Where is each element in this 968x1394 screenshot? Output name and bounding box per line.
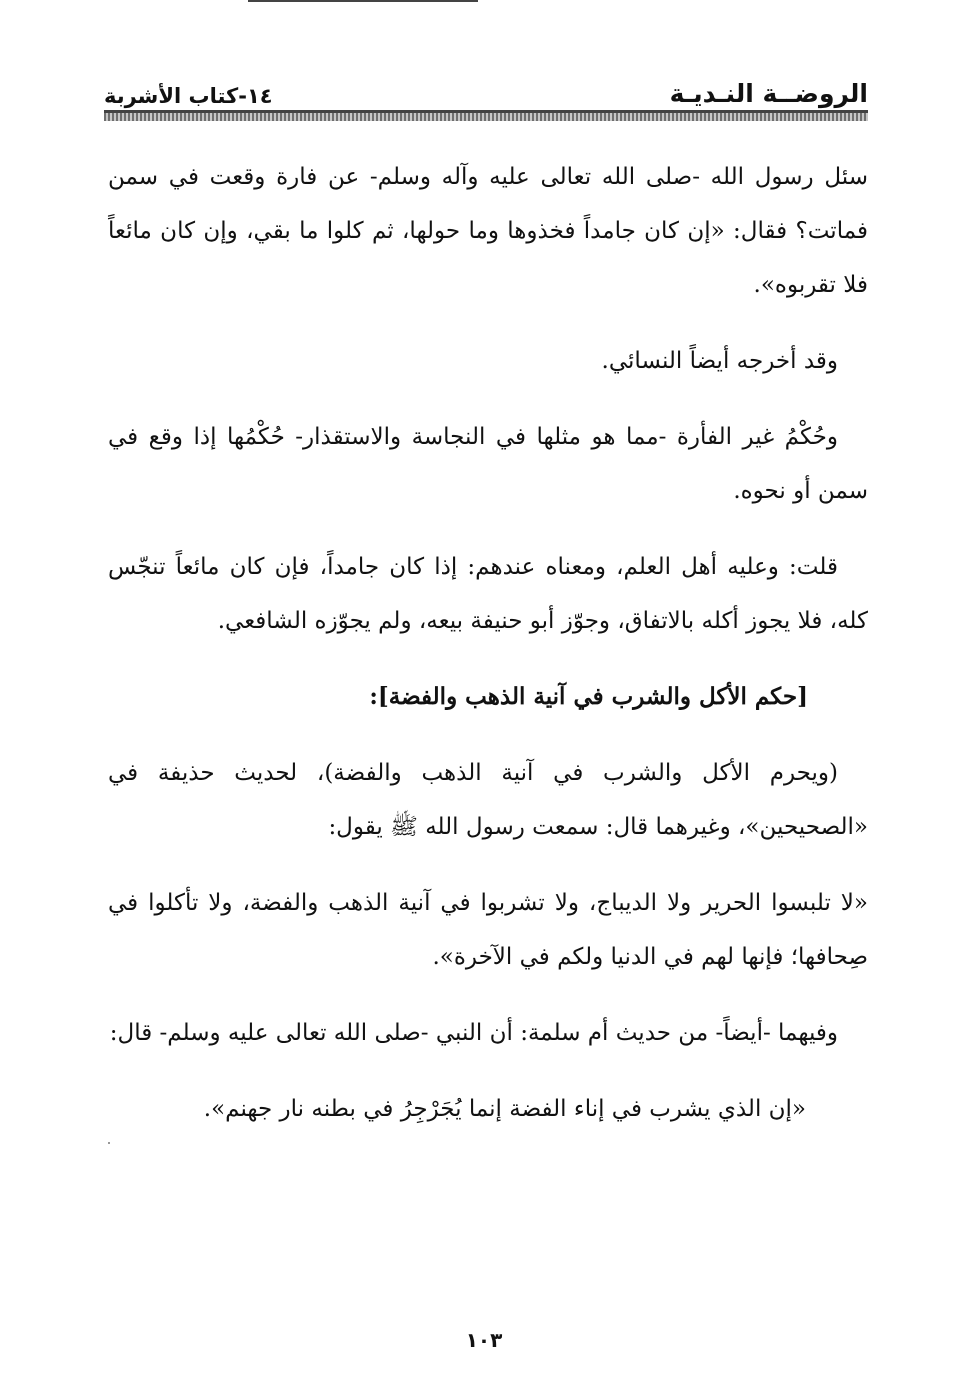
running-header	[104, 64, 868, 108]
page-number: ١٠٣	[465, 1328, 503, 1352]
paragraph-hadith-silk: «لا تلبسوا الحرير ولا الديباج، ولا تشربوا في آنية الذهب والفضة، ولا تأكلوا في صِحافها؛ فإنها لهم في الدنيا ولكم في الآخرة».	[108, 890, 868, 970]
paragraph-nasai: وقد أخرجه أيضاً النسائي.	[601, 348, 838, 374]
paragraph-hadith-silver: «إن الذي يشرب في إناء الفضة إنما يُجَرْجِرُ في بطنه نار جهنم».	[203, 1096, 806, 1122]
book-title: الروضــة النـديـة	[669, 79, 868, 108]
paragraph-hudhayfa: (ويحرم الأكل والشرب في آنية الذهب والفضة)، لحديث حذيفة في «الصحيحين»، وغيرهما قال: سمعت رسول الله ﷺ يقول:	[108, 760, 868, 840]
scan-speck	[108, 1142, 110, 1144]
header-divider	[104, 110, 868, 121]
paragraph-hadith-mouse: سئل رسول الله -صلى الله تعالى عليه وآله وسلم- عن فارة وقعت في سمن فماتت؟ فقال: «إن كان جامداً فخذوها وما حولها، ثم كلوا ما بقي، وإن كان مائعاً فلا تقربوه».	[108, 164, 868, 298]
section-heading: [حكم الأكل والشرب في آنية الذهب والفضة]:	[369, 683, 808, 710]
paragraph-scholars: قلت: وعليه أهل العلم، ومعناه عندهم: إذا كان جامداً، فإن كان مائعاً تنجّس كله، فلا يجوز أكله بالاتفاق، وجوّز أبو حنيفة بيعه، ولم يجوّزه الشافعي.	[108, 554, 868, 634]
paragraph-umm-salama: وفيهما -أيضاً- من حديث أم سلمة: أن النبي -صلى الله تعالى عليه وسلم- قال:	[109, 1020, 838, 1046]
chapter-title: ١٤-كتاب الأشربة	[104, 84, 273, 108]
paragraph-ruling-other: وحُكْمُ غير الفأرة -مما هو مثلها في النجاسة والاستقذار- حُكْمُها إذا وقع في سمن أو نحوه.	[108, 424, 868, 504]
top-scan-rule	[248, 0, 478, 2]
page-body	[108, 150, 868, 1158]
